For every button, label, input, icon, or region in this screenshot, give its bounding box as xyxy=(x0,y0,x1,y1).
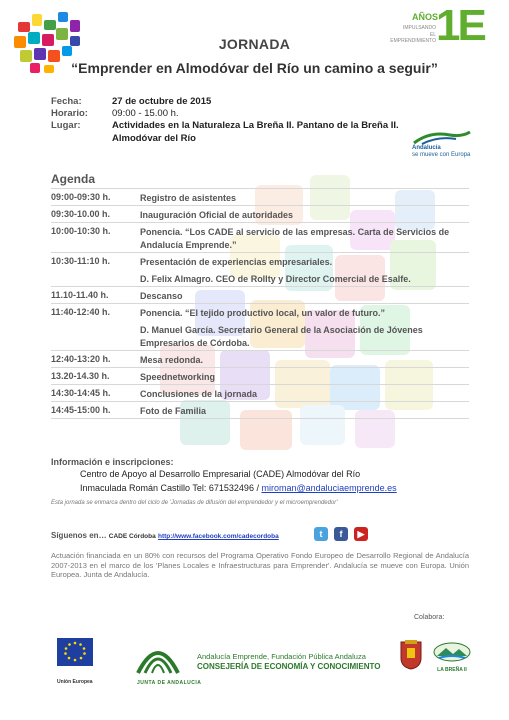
la-brena-logo xyxy=(433,642,471,674)
fecha-label: Fecha: xyxy=(51,96,82,107)
contact-email-link[interactable]: miroman@andaluciaemprende.es xyxy=(261,483,397,493)
la-brena-label: LA BREÑA II xyxy=(437,667,467,673)
eu-logo-label: Unión Europea xyxy=(57,679,93,685)
funding-statement: Actuación financiada en un 80% con recursos del Programa Operativo Fondo Europeo de Desarrollo Regional de Andalucía 2007-2013 en el marco de los 'Planes Locales e Infraestructuras para Emprender'. Andalucía se mueve con Europa. Unión Europea. Junta de Andalucía. xyxy=(51,551,469,579)
junta-arches-icon xyxy=(132,633,184,679)
youtube-icon[interactable]: ▶ xyxy=(354,527,368,541)
agenda-title: Agenda xyxy=(51,172,96,186)
agenda-time: 09:30-10.00 h. xyxy=(51,209,111,219)
shield-icon xyxy=(400,640,422,670)
agenda-activity: Andalucía Emprende.” xyxy=(140,240,237,250)
agenda-activity: D. Manuel García. Secretario General de la Asociación de Jóvenes xyxy=(140,325,423,335)
agenda-activity: Registro de asistentes xyxy=(140,193,237,203)
agenda-time: 09:00-09:30 h. xyxy=(51,192,111,202)
follow-cade-label: CADE Córdoba xyxy=(108,533,156,540)
agenda-activity: Mesa redonda. xyxy=(140,355,204,365)
logo-anos-text: AÑOS xyxy=(412,12,439,22)
junta-andalucia-logo xyxy=(132,633,184,685)
facebook-icon[interactable]: f xyxy=(334,527,348,541)
agenda-activity: Speednetworking xyxy=(140,372,216,382)
agenda-time: 10:30-11:10 h. xyxy=(51,256,111,266)
follow-label: Síguenos en… xyxy=(51,531,107,540)
agenda-separator xyxy=(51,367,469,368)
agenda-time: 11.10-11.40 h. xyxy=(51,290,109,300)
fecha-value: 27 de octubre de 2015 xyxy=(112,96,212,107)
andalucia-logo-line-2: se mueve con Europa xyxy=(412,152,471,158)
agenda-separator xyxy=(51,303,469,304)
page-title: JORNADA xyxy=(218,36,291,52)
lugar-label: Lugar: xyxy=(51,120,81,131)
funder-line-2: CONSEJERÍA DE ECONOMÍA Y CONOCIMIENTO xyxy=(197,662,381,671)
logo-tagline-2: EL EMPRENDIMIENTO xyxy=(390,32,436,44)
colabora-label: Colabora: xyxy=(414,614,445,621)
agenda-separator xyxy=(51,205,469,206)
european-union-logo xyxy=(57,638,93,678)
la-brena-landscape-icon xyxy=(433,642,471,662)
funder-line-1: Andalucía Emprende, Fundación Pública Andaluza xyxy=(197,652,366,661)
junta-logo-label: JUNTA DE ANDALUCIA xyxy=(137,680,202,686)
horario-value: 09:00 - 15.00 h. xyxy=(112,108,179,119)
agenda-activity: Conclusiones de la jornada xyxy=(140,389,258,399)
contact-heading: Información e inscripciones: xyxy=(51,457,174,467)
twitter-icon[interactable]: t xyxy=(314,527,328,541)
contact-person-phone: Inmaculada Román Castillo Tel: 671532496 / xyxy=(80,483,262,493)
agenda-activity: Empresarios de Córdoba. xyxy=(140,338,250,348)
eu-flag-icon xyxy=(57,638,93,666)
agenda-separator xyxy=(51,418,469,419)
agenda-time: 10:00-10:30 h. xyxy=(51,226,111,236)
agenda-separator xyxy=(51,222,469,223)
agenda-separator xyxy=(51,286,469,287)
cycle-note: Esta jornada se enmarca dentro del ciclo de 'Jornadas de difusión del emprendedor y el microemprendedor' xyxy=(51,500,338,506)
logo-number: 1E xyxy=(436,1,484,50)
agenda-separator xyxy=(51,252,469,253)
lugar-value-line-1: Actividades en la Naturaleza La Breña II. Pantano de la Breña II. xyxy=(112,120,399,131)
agenda-separator xyxy=(51,350,469,351)
agenda-activity: Foto de Familia xyxy=(140,406,207,416)
agenda-activity: Presentación de experiencias empresariales. xyxy=(140,257,333,267)
andalucia-logo-line-1: Andalucía xyxy=(412,145,441,151)
agenda-time: 14:45-15:00 h. xyxy=(51,405,111,415)
agenda-activity: Inauguración Oficial de autoridades xyxy=(140,210,294,220)
follow-us-line xyxy=(51,531,279,540)
lugar-value-line-2: Almodóvar del Río xyxy=(112,133,196,144)
contact-cade-name: Centro de Apoyo al Desarrollo Empresarial (CADE) Almodóvar del Río xyxy=(80,469,361,479)
agenda-separator xyxy=(51,401,469,402)
agenda-time: 13.20-14.30 h. xyxy=(51,371,110,381)
agenda-activity: Descanso xyxy=(140,291,183,301)
horario-label: Horario: xyxy=(51,108,88,119)
agenda-time: 14:30-14:45 h. xyxy=(51,388,111,398)
agenda-activity: Ponencia. “Los CADE al servicio de las empresas. Carta de Servicios de xyxy=(140,227,450,237)
andalucia-swoosh-icon xyxy=(410,131,474,145)
event-subtitle: “Emprender en Almodóvar del Río un camino a seguir” xyxy=(71,60,438,76)
facebook-url-link[interactable]: http://www.facebook.com/cadecordoba xyxy=(157,533,279,540)
contact-person-line xyxy=(80,483,397,493)
agenda-activity: Ponencia. “El tejido productivo local, un valor de futuro.” xyxy=(140,308,386,318)
logo-tagline-1: IMPULSANDO xyxy=(402,25,436,31)
agenda-activity: D. Felix Almagro. CEO de Rollty y Director Comercial de Esalfe. xyxy=(140,274,411,284)
agenda-time: 11:40-12:40 h. xyxy=(51,307,111,317)
andalucia-europa-logo xyxy=(410,131,474,165)
agenda-separator xyxy=(51,188,469,189)
agenda-time: 12:40-13:20 h. xyxy=(51,354,111,364)
municipal-shield-logo xyxy=(400,640,422,670)
agenda-separator xyxy=(51,384,469,385)
